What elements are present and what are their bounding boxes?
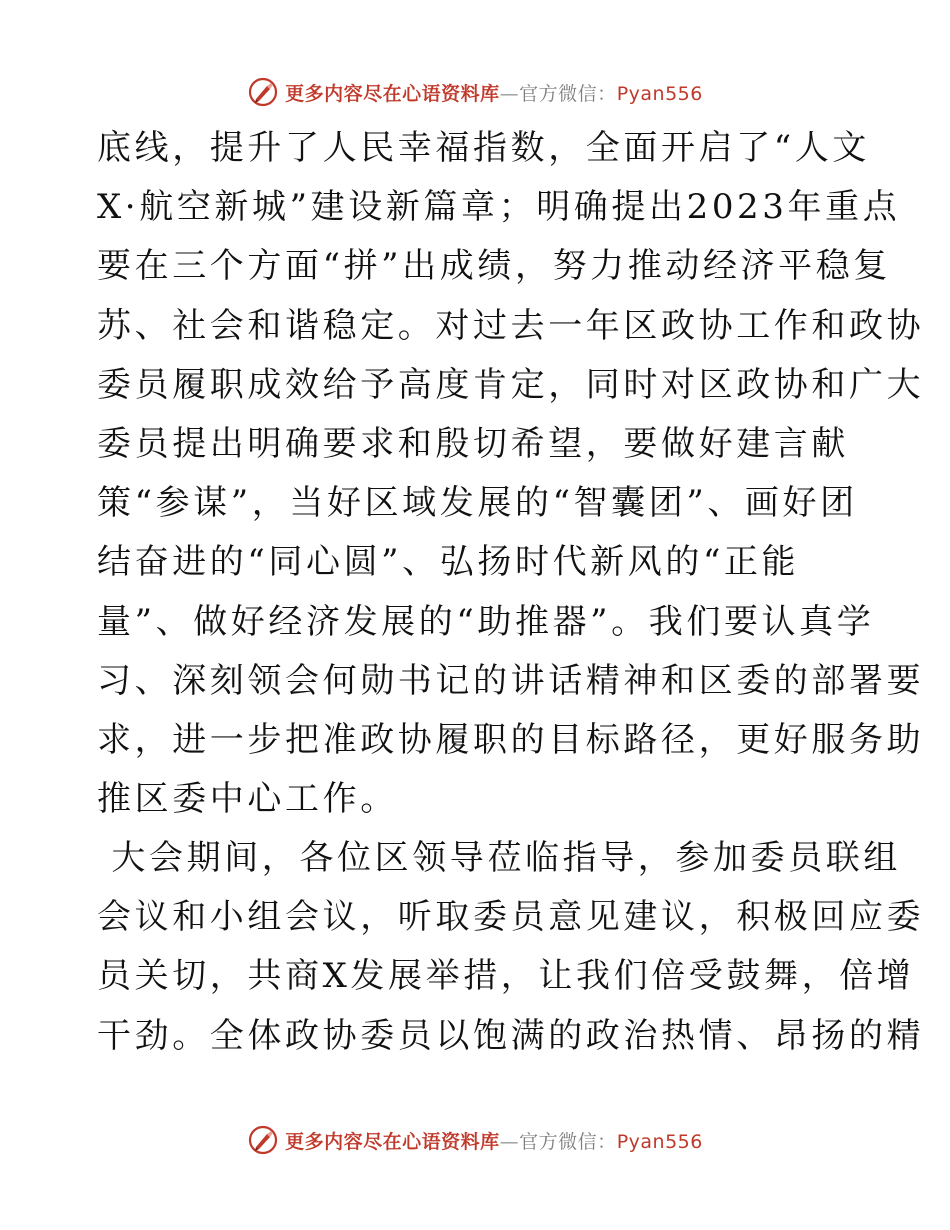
text-line: 会议和小组会议，听取委员意见建议，积极回应委 (97, 897, 925, 938)
watermark-footer (0, 1120, 950, 1160)
text-line: 要在三个方面“拼”出成绩，努力推动经济平稳复 (97, 246, 891, 287)
watermark-wechat-id: Pyan556 (616, 1130, 703, 1153)
text-line: 委员履职成效给予高度肯定，同时对区政协和广大 (97, 364, 925, 405)
text-line: 委员提出明确要求和殷切希望，要做好建言献 (97, 423, 849, 464)
watermark-brand: 更多内容尽在心语资料库 (285, 1130, 500, 1153)
text-line: 底线，提升了人民幸福指数，全面开启了“人文 (97, 128, 870, 168)
paragraph-1 (97, 119, 925, 829)
text-line: 策“参谋”，当好区域发展的“智囊团”、画好团 (97, 483, 858, 524)
watermark-header (0, 72, 950, 112)
watermark-text (285, 1127, 703, 1154)
text-line: 员关切，共商X发展举措，让我们倍受鼓舞，倍增 (97, 956, 915, 997)
watermark-official-label: 官方微信： (519, 1130, 617, 1153)
text-line: 干劲。全体政协委员以饱满的政治热情、昂扬的精 (97, 1015, 925, 1056)
watermark-text (285, 79, 703, 106)
text-line: 推区委中心工作。 (97, 779, 398, 820)
text-line: 结奋进的“同心圆”、弘扬时代新风的“正能 (97, 542, 800, 583)
watermark-dash: — (499, 1130, 520, 1153)
text-line: X·航空新城”建设新篇章；明确提出2023年重点 (97, 187, 901, 228)
text-line: 苏、社会和谐稳定。对过去一年区政协工作和政协 (97, 305, 925, 346)
watermark-official-label: 官方微信： (519, 82, 617, 105)
paragraph-2 (97, 829, 925, 1066)
pen-logo-icon (247, 1124, 279, 1156)
watermark-dash: — (499, 82, 520, 105)
text-line: 求，进一步把准政协履职的目标路径，更好服务助 (97, 719, 925, 760)
pen-logo-icon (247, 76, 279, 108)
text-line: 大会期间，各位区领导莅临指导，参加委员联组 (97, 838, 902, 878)
text-line: 量”、做好经济发展的“助推器”。我们要认真学 (97, 601, 875, 642)
watermark-brand: 更多内容尽在心语资料库 (285, 82, 500, 105)
text-line: 习、深刻领会何勋书记的讲话精神和区委的部署要 (97, 660, 925, 701)
watermark-wechat-id: Pyan556 (616, 82, 703, 105)
